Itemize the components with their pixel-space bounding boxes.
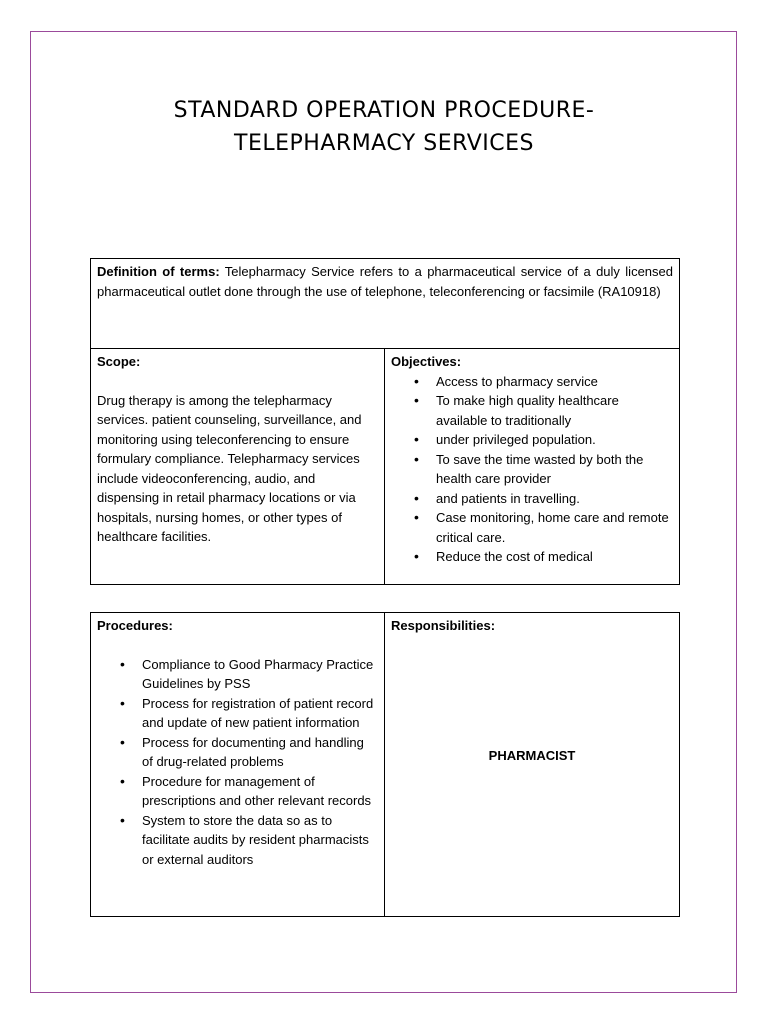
scope-cell bbox=[91, 349, 385, 585]
objective-item: • To make high quality healthcare available to traditionally bbox=[436, 391, 673, 430]
scope-text: Drug therapy is among the telepharmacy services. patient counseling, surveillance, and monitoring using teleconferencing to ensure formulary compliance. Telepharmacy services include videoconferencing, audio, and dispensing in retail pharmacy locations or via hospitals, nursing homes, or other types of healthcare facilities. bbox=[97, 392, 362, 544]
objective-item: • To save the time wasted by both the health care provider bbox=[436, 450, 673, 489]
procedure-item: • Compliance to Good Pharmacy Practice Guidelines by PSS bbox=[142, 655, 378, 694]
objective-item: • under privileged population. bbox=[436, 430, 673, 450]
procedure-item: • Procedure for management of prescriptions and other relevant records bbox=[142, 772, 378, 811]
objective-item: • Access to pharmacy service bbox=[436, 372, 673, 392]
procedures-label: Procedures: bbox=[97, 618, 173, 633]
procedure-item: • Process for registration of patient record and update of new patient information bbox=[142, 694, 378, 733]
responsibilities-label: Responsibilities: bbox=[391, 618, 496, 633]
procedures-list bbox=[97, 655, 378, 870]
procedure-item: • Process for documenting and handling of drug-related problems bbox=[142, 733, 378, 772]
definition-label: Definition of terms: bbox=[97, 264, 220, 279]
definition-cell bbox=[91, 259, 680, 349]
procedure-item: • System to store the data so as to facilitate audits by resident pharmacists or external auditors bbox=[142, 811, 378, 870]
objectives-cell bbox=[385, 349, 680, 585]
responsibilities-cell bbox=[385, 613, 680, 917]
title-line-2: TELEPHARMACY SERVICES bbox=[234, 131, 534, 156]
document-title bbox=[0, 94, 768, 160]
scope-label: Scope: bbox=[97, 354, 141, 369]
definition-text: Telepharmacy Service refers to a pharmaceutical service of a duly licensed pharmaceutical outlet done through the use of telephone, teleconferencing or facsimile (RA10918) bbox=[97, 264, 673, 299]
objective-item: • Case monitoring, home care and remote critical care. bbox=[436, 508, 673, 547]
objective-item: • and patients in travelling. bbox=[436, 489, 673, 509]
objective-item: • Reduce the cost of medical bbox=[436, 547, 673, 567]
responsibilities-value: PHARMACIST bbox=[488, 748, 576, 763]
procedures-cell bbox=[91, 613, 385, 917]
objectives-label: Objectives: bbox=[391, 354, 462, 369]
procedures-responsibilities-table bbox=[90, 612, 680, 917]
title-line-1: STANDARD OPERATION PROCEDURE- bbox=[173, 98, 595, 123]
objectives-list bbox=[391, 372, 673, 567]
definition-scope-table bbox=[90, 258, 680, 585]
